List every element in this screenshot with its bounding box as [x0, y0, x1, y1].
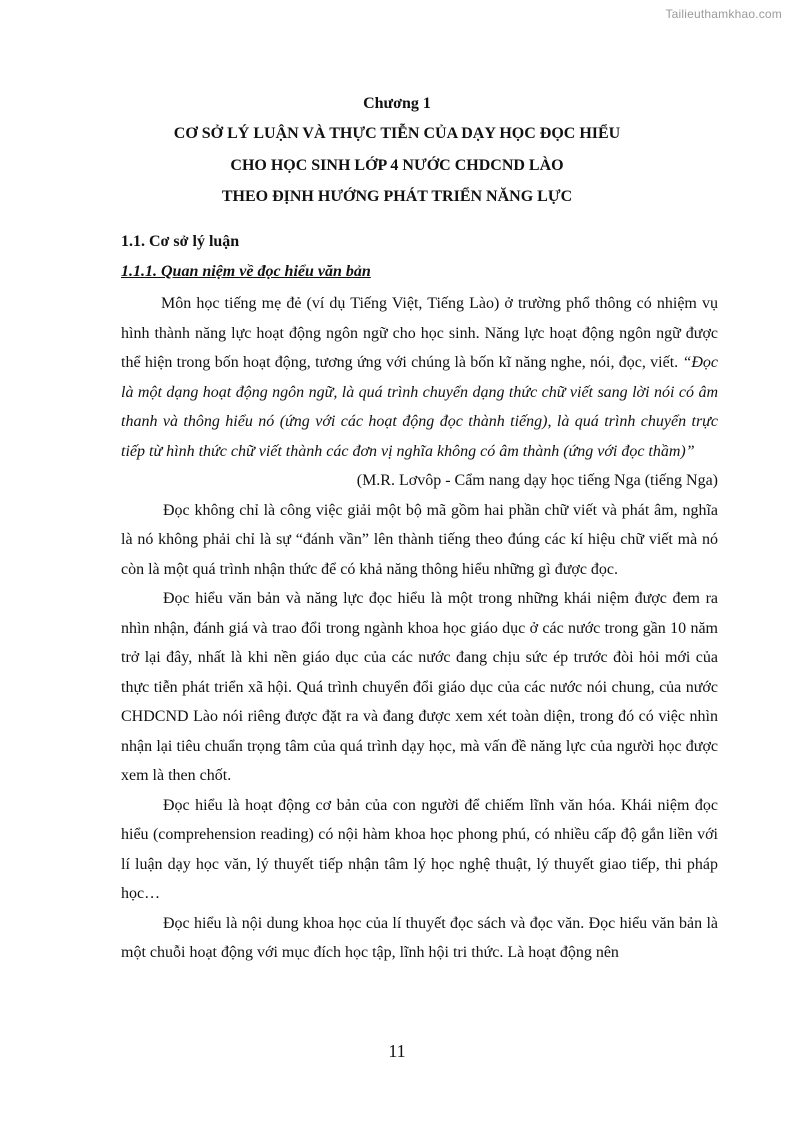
paragraph-1-quote: “Đọc là một dạng hoạt động ngôn ngữ, là quá trình chuyển dạng thức chữ viết sang lời nói có âm thanh và thông hiểu nó (ứng với các hoạt động đọc thành tiếng), là quá trình chuyển trực tiếp từ hình thức chữ viết thành các đơn vị nghĩa không có âm thành (ứng với đọc thầm)”	[121, 354, 718, 460]
paragraph-5: Đọc hiểu là nội dung khoa học của lí thuyết đọc sách và đọc văn. Đọc hiểu văn bản là một chuỗi hoạt động với mục đích học tập, lĩnh hội tri thức. Là hoạt động nên	[121, 914, 718, 961]
page-number: 11	[388, 1041, 406, 1061]
paragraph-1	[121, 289, 718, 466]
chapter-title-line-1: CƠ SỞ LÝ LUẬN VÀ THỰC TIỄN CỦA DẠY HỌC ĐỌC HIỂU	[173, 125, 621, 142]
paragraph-3: Đọc hiểu văn bản và năng lực đọc hiểu là một trong những khái niệm được đem ra nhìn nhận, đánh giá và trao đổi trong ngành khoa học giáo dục ở các nước trong gần 10 năm trở lại đây, nhất là khi nền giáo dục của các nước đang chịu sức ép trước đòi hỏi mới của thực tiễn phát triển xã hội. Quá trình chuyển đổi giáo dục của các nước nói chung, của nước CHDCND Lào nói riêng được đặt ra và đang được xem xét toàn diện, trong đó có việc nhìn nhận lại tiêu chuẩn trọng tâm của quá trình dạy học, mà vấn đề năng lực của người học được xem là then chốt.	[121, 590, 718, 784]
body-text	[121, 289, 718, 968]
paragraph-4: Đọc hiểu là hoạt động cơ bản của con người để chiếm lĩnh văn hóa. Khái niệm đọc hiểu (comprehension reading) có nội hàm khoa học phong phú, có nhiều cấp độ gắn liền với lí luận dạy học văn, lý thuyết tiếp nhận tâm lý học nghệ thuật, lý thuyết giao tiếp, thi pháp học…	[121, 796, 718, 902]
chapter-title-line-3: THEO ĐỊNH HƯỚNG PHÁT TRIỂN NĂNG LỰC	[221, 188, 573, 205]
chapter-label: Chương 1	[363, 95, 431, 112]
watermark: Tailieuthamkhao.com	[665, 7, 782, 21]
subsection-heading: 1.1.1. Quan niệm về đọc hiểu văn bản	[121, 263, 371, 280]
chapter-title-line-2: CHO HỌC SINH LỚP 4 NƯỚC CHDCND LÀO	[230, 157, 564, 174]
quote-source: (M.R. Lơvôp - Cẩm nang dạy học tiếng Nga (tiếng Nga)	[356, 472, 718, 489]
paragraph-1-lead: Môn học tiếng mẹ đẻ (ví dụ Tiếng Việt, Tiếng Lào) ở trường phổ thông có nhiệm vụ hình thành năng lực hoạt động ngôn ngữ cho học sinh. Năng lực hoạt động ngôn ngữ được thể hiện trong bốn hoạt động, tương ứng với chúng là bốn kĩ năng nghe, nói, đọc, viết.	[121, 295, 718, 371]
section-heading: 1.1. Cơ sở lý luận	[121, 233, 240, 250]
paragraph-2: Đọc không chỉ là công việc giải một bộ mã gồm hai phần chữ viết và phát âm, nghĩa là nó không phải chỉ là sự “đánh vần” lên thành tiếng theo đúng các kí hiệu chữ viết mà nó còn là một quá trình nhận thức để có khả năng thông hiểu những gì được đọc.	[121, 501, 718, 578]
